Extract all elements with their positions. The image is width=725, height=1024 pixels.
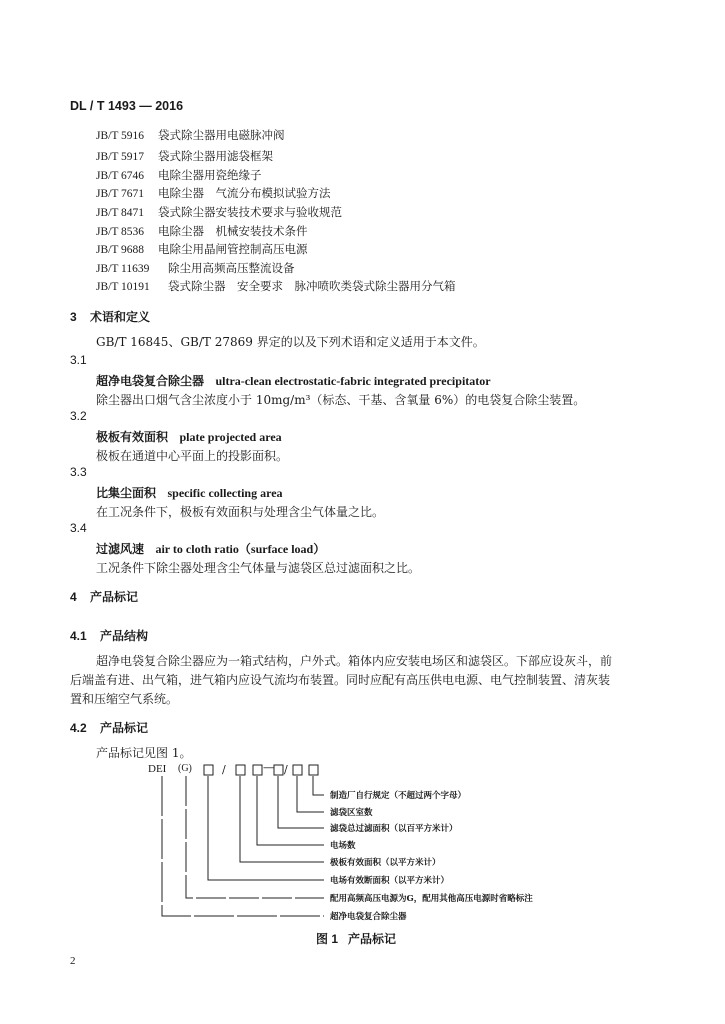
term-english: ultra-clean electrostatic-fabric integrated precipitator [215,374,491,388]
term-english: air to cloth ratio（surface load） [155,542,326,556]
section-4-1-line-1: 超净电袋复合除尘器应为一箱式结构，户外式。箱体内应安装电场区和滤袋区。下部应设灰斗，前 [96,654,613,668]
marking-label-manufacturer: 制造厂自行规定（不超过两个字母） [330,791,467,801]
code-box-filter-area [274,765,283,775]
standard-code: JB/T 5917 [96,151,145,163]
term-3-3-definition: 在工况条件下，极板有效面积与处理含尘气体量之比。 [96,505,385,519]
code-slash-2: / [284,763,288,776]
code-slash: / [222,763,226,776]
standard-title: 袋式除尘器安装技术要求与验收规范 [158,205,342,219]
marking-label-product-name: 超净电袋复合除尘器 [330,912,407,922]
standard-code: JB/T 8471 [96,207,145,219]
code-box-manufacturer [309,765,318,775]
term-name: 超净电袋复合除尘器 [96,374,205,388]
section-number: 4 [70,590,77,604]
standard-code: JB/T 7671 [96,188,145,200]
code-box-electric-field-area [204,765,213,775]
marking-label-section-area: 电场有效断面积（以平方米计） [330,876,450,886]
figure-number: 图 1 [316,932,339,946]
section-number: 3 [70,310,77,324]
section-4-1-line-2: 后端盖有进、出气箱，进气箱内应设气流均布装置。同时应配有高压供电电源、电气控制装置、清灰装 [70,673,611,687]
section-number: 4.1 [70,629,87,643]
marking-label-filter-rooms: 滤袋区室数 [330,808,373,818]
marking-label-field-count: 电场数 [330,841,356,851]
standard-code: JB/T 9688 [96,244,145,256]
standard-title: 袋式除尘器 安全要求 脉冲喷吹类袋式除尘器用分气箱 [168,279,456,293]
standard-code: JB/T 10191 [96,281,150,293]
marking-label-power-supply: 配用高频高压电源为G，配用其他高压电源时省略标注 [330,894,533,904]
term-3-3-number: 3.3 [70,465,87,479]
term-3-2-definition: 极板在通道中心平面上的投影面积。 [96,449,289,463]
standard-title: 袋式除尘器用滤袋框架 [158,149,273,163]
term-3-4-definition: 工况条件下除尘器处理含尘气体量与滤袋区总过滤面积之比。 [96,561,421,575]
standard-title: 电除尘用晶闸管控制高压电源 [158,242,308,256]
section-title: 产品结构 [100,629,149,643]
code-box-plate-area [236,765,245,775]
standard-title: 电除尘器用瓷绝缘子 [158,168,262,182]
code-g: (G) [178,763,192,774]
standard-code: JB/T 8536 [96,226,145,238]
standard-code: JB/T 11639 [96,263,150,275]
term-english: plate projected area [179,430,282,444]
standard-title: 除尘用高频高压整流设备 [168,261,295,275]
figure-caption [316,930,396,947]
section-4-2-intro: 产品标记见图 1。 [96,746,192,760]
term-english: specific collecting area [167,486,283,500]
term-name: 过滤风速 [96,542,145,556]
code-dash: — [263,761,274,774]
term-3-4-number: 3.4 [70,521,87,535]
term-name: 比集尘面积 [96,486,157,500]
marking-label-filter-area: 滤袋总过滤面积（以百平方米计） [330,824,458,834]
figure-title: 产品标记 [348,932,397,946]
code-box-filter-rooms [293,765,302,775]
section-title: 术语和定义 [90,310,151,324]
standard-code: JB/T 6746 [96,170,145,182]
standard-title: 电除尘器 机械安装技术条件 [158,224,308,238]
section-number: 4.2 [70,721,87,735]
code-prefix: DEI [148,763,167,775]
section-4-1-line-3: 置和压缩空气系统。 [70,692,179,706]
page-header-code: DL / T 1493 — 2016 [70,99,184,113]
code-box-field-count [253,765,262,775]
section-title: 产品标记 [100,721,149,735]
term-name: 极板有效面积 [96,430,169,444]
page-number: 2 [70,955,76,967]
marking-label-plate-area: 极板有效面积（以平方米计） [330,858,441,868]
standard-title: 电除尘器 气流分布模拟试验方法 [158,186,331,200]
term-3-2-number: 3.2 [70,409,87,423]
section-title: 产品标记 [90,590,139,604]
standard-code: JB/T 5916 [96,130,145,142]
term-3-1-definition: 除尘器出口烟气含尘浓度小于 10mg/m³（标态、干基、含氧量 6%）的电袋复合除尘装置。 [96,393,586,407]
standard-title: 袋式除尘器用电磁脉冲阀 [158,128,285,142]
section-3-intro: GB/T 16845、GB/T 27869 界定的以及下列术语和定义适用于本文件。 [96,335,485,349]
term-3-1-number: 3.1 [70,353,87,367]
